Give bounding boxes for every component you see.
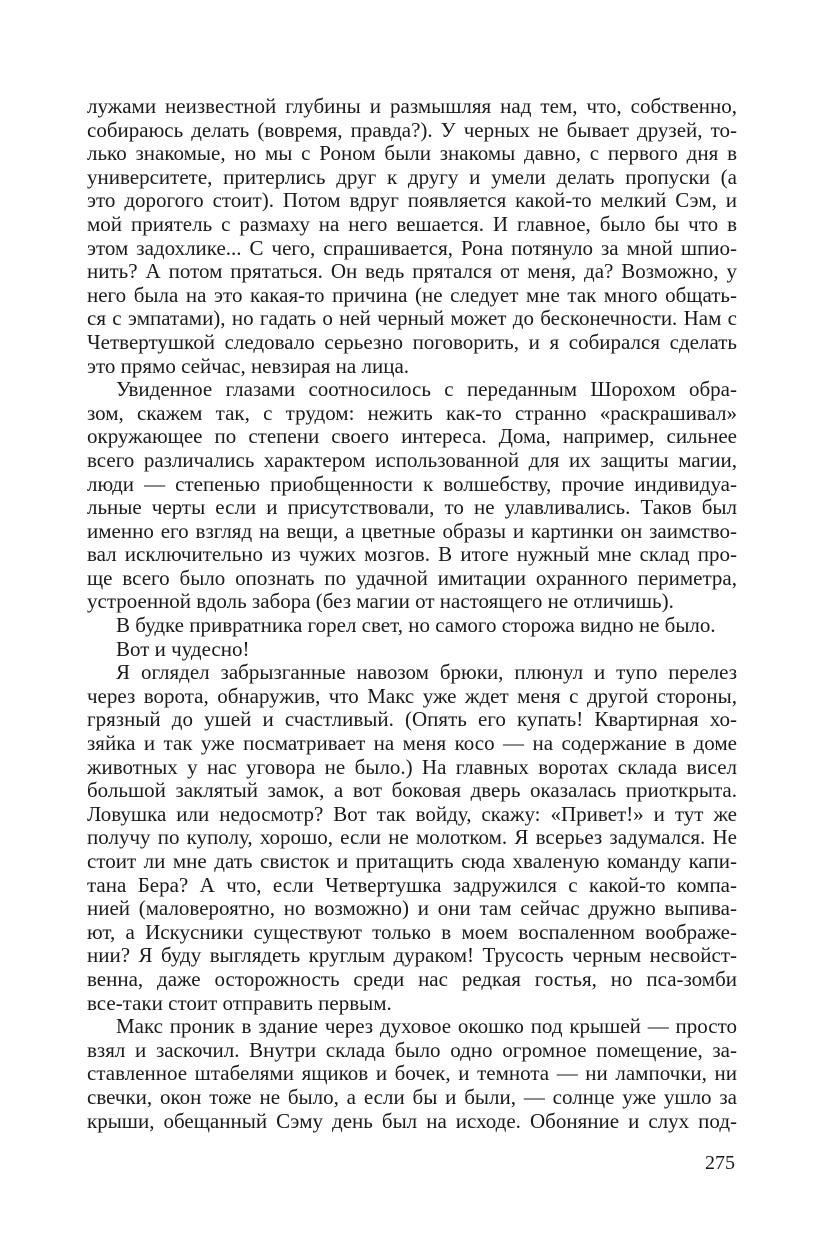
text-line: В будке привратника горел свет, но самого сторожа видно не было.	[116, 613, 716, 638]
text-line: Ловушка или недосмотр? Вот так войду, скажу: «Привет!» и тут же	[87, 801, 737, 826]
text-line: именно его взгляд на вещи, а цветные образы и картинки он заимство-	[87, 518, 737, 543]
text-line: мой приятель с размаху на него вешается. И главное, было бы что в	[87, 211, 737, 236]
text-line: нией (маловероятно, но возможно) и они там сейчас дружно выпива-	[87, 896, 737, 921]
text-line: Увиденное глазами соотносилось с переданным Шорохом обра-	[116, 377, 737, 402]
text-line: устроенной вдоль забора (без магии от настоящего не отличишь).	[87, 589, 674, 614]
text-line: Макс проник в здание через духовое окошко под крышей — просто	[116, 1014, 737, 1039]
text-line: Я оглядел забрызганные навозом брюки, плюнул и тупо перелез	[116, 660, 737, 685]
text-line: лужами неизвестной глубины и размышляя над тем, что, собственно,	[87, 94, 737, 118]
text-line: венна, даже осторожность среди нас редкая гостья, но пса-зомби	[87, 966, 737, 991]
text-line: получу по куполу, хорошо, если не молотком. Я всерьез задумался. Не	[87, 825, 737, 850]
text-line: через ворота, обнаружив, что Макс уже ждет меня с другой стороны,	[87, 683, 737, 708]
text-line: это прямо сейчас, невзирая на лица.	[87, 353, 410, 378]
text-line: большой заклятый замок, а вот боковая дверь оказалась приоткрыта.	[87, 778, 737, 803]
text-line: Вот и чудесно!	[116, 636, 250, 661]
text-line: собираюсь делать (вовремя, правда?). У черных не бывает друзей, то-	[87, 117, 737, 142]
text-line: него была на это какая-то причина (не следует мне так много общать-	[87, 282, 737, 307]
text-line: зом, скажем так, с трудом: нежить как-то странно «раскрашивал»	[87, 400, 737, 425]
text-line: окружающее по степени своего интереса. Дома, например, сильнее	[87, 424, 737, 449]
text-line: все-таки стоит отправить первым.	[87, 990, 392, 1015]
text-line: ся с эмпатами), но гадать о ней черный может до бесконечности. Нам с	[87, 306, 737, 331]
text-line: грязный до ушей и счастливый. (Опять его купать! Квартирная хо-	[87, 707, 737, 732]
text-line: взял и заскочил. Внутри склада было одно огромное помещение, за-	[87, 1037, 737, 1062]
text-line: ставленное штабелями ящиков и бочек, и темнота — ни лампочки, ни	[87, 1061, 737, 1086]
text-line: это дорогого стоит). Потом вдруг появляется какой-то мелкий Сэм, и	[87, 188, 737, 213]
text-line: крыши, обещанный Сэму день был на исходе. Обоняние и слух под-	[87, 1108, 737, 1133]
text-line: лько знакомые, но мы с Роном были знакомы давно, с первого дня в	[87, 141, 737, 166]
text-line: всего различались характером использованной для их защиты магии,	[87, 447, 737, 472]
text-line: стоит ли мне дать свисток и притащить сюда хваленую команду капи-	[87, 849, 737, 873]
text-line: вал исключительно из чужих мозгов. В итоге нужный мне склад про-	[87, 542, 737, 567]
text-line: нить? А потом прятаться. Он ведь прятался от меня, да? Возможно, у	[87, 259, 737, 284]
text-line: люди — степенью приобщенности к волшебству, прочие индивидуа-	[87, 471, 737, 496]
text-line: зяйка и так уже посматривает на меня косо — на содержание в доме	[87, 731, 737, 756]
text-line: университете, притерлись друг к другу и умели делать пропуски (а	[87, 164, 737, 189]
text-line: нии? Я буду выглядеть круглым дураком! Трусость черным несвойст-	[87, 943, 737, 968]
text-line: ют, а Искусники существуют только в моем воспаленном воображе-	[87, 919, 737, 944]
body-text	[87, 95, 737, 1133]
text-line: животных у нас уговора не было.) На главных воротах склада висел	[87, 754, 737, 779]
page-number: 275	[705, 1152, 735, 1174]
text-line: тана Бера? А что, если Четвертушка задружился с какой-то компа-	[87, 872, 737, 897]
text-line: ще всего было опознать по удачной имитации охранного периметра,	[87, 565, 737, 590]
text-line: этом задохлике... С чего, спрашивается, Рона потянуло за мной шпио-	[87, 235, 737, 260]
text-line: льные черты если и присутствовали, то не улавливались. Таков был	[87, 495, 737, 520]
text-line: свечки, окон тоже не было, а если бы и были, — солнце уже ушло за	[87, 1084, 737, 1109]
text-line: Четвертушкой следовало серьезно поговорить, и я собирался сделать	[87, 329, 737, 354]
